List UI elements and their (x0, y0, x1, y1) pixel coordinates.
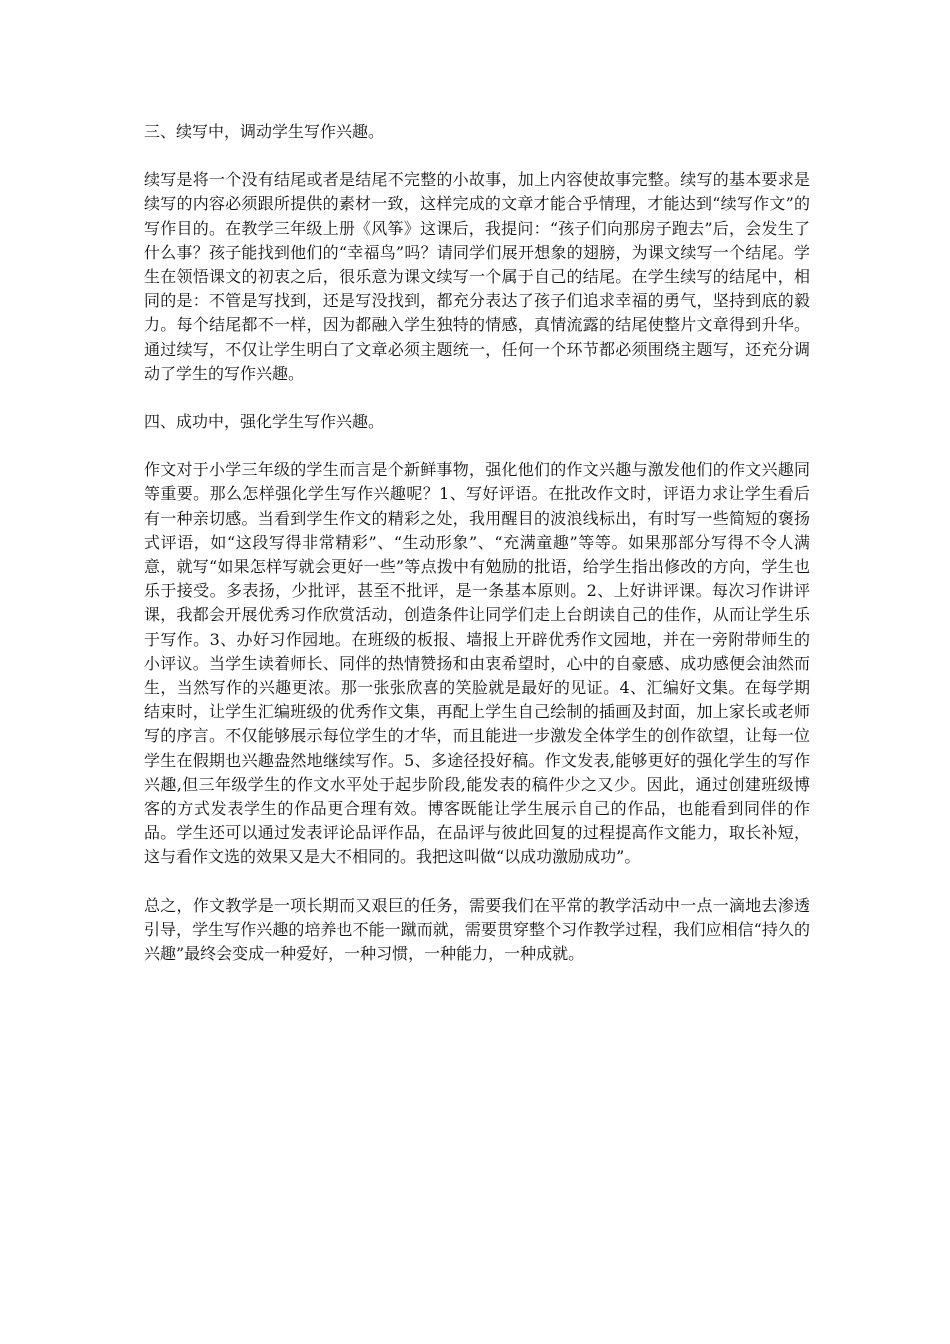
section-4-paragraph: 作文对于小学三年级的学生而言是个新鲜事物，强化他们的作文兴趣与激发他们的作文兴趣同等重要。那么怎样强化学生写作兴趣呢？1、写好评语。在批改作文时，评语力求让学生看后有一种亲切感。当看到学生作文的精彩之处，我用醒目的波浪线标出，有时写一些简短的褒扬式评语，如“这段写得非常精彩”、“生动形象”、“充满童趣”等等。如果那部分写得不令人满意，就写“如果怎样写就会更好一些”等点拨中有勉励的批语，给学生指出修改的方向，学生也乐于接受。多表扬，少批评，甚至不批评，是一条基本原则。2、上好讲评课。每次习作讲评课，我都会开展优秀习作欣赏活动，创造条件让同学们走上台朗读自己的佳作，从而让学生乐于写作。3、办好习作园地。在班级的板报、墙报上开辟优秀作文园地，并在一旁附带师生的小评议。当学生读着师长、同伴的热情赞扬和由衷希望时，心中的自豪感、成功感便会油然而生，当然写作的兴趣更浓。那一张张欣喜的笑脸就是最好的见证。4、汇编好文集。在每学期结束时，让学生汇编班级的优秀作文集，再配上学生自己绘制的插画及封面，加上家长或老师写的序言。不仅能够展示每位学生的才华，而且能进一步激发全体学生的创作欲望，让每一位学生在假期也兴趣盎然地继续写作。5、多途径投好稿。作文发表,能够更好的强化学生的写作兴趣,但三年级学生的作文水平处于起步阶段,能发表的稿件少之又少。因此，通过创建班级博客的方式发表学生的作品更合理有效。博客既能让学生展示自己的作品，也能看到同伴的作品。学生还可以通过发表评论品评作品，在品评与彼此回复的过程提高作文能力，取长补短，这与看作文选的效果又是大不相同的。我把这叫做“以成功激励成功”。 (144, 460, 810, 867)
spacer (144, 386, 810, 410)
section-4-heading: 四、成功中，强化学生写作兴趣。 (144, 412, 385, 432)
spacer (144, 144, 810, 168)
spacer (144, 434, 810, 458)
spacer (144, 870, 810, 894)
section-3-paragraph: 续写是将一个没有结尾或者是结尾不完整的小故事，加上内容使故事完整。续写的基本要求是续写的内容必须跟所提供的素材一致，这样完成的文章才能合乎情理，才能达到“续写作文”的写作目的。在教学三年级上册《风筝》这课后，我提问：“孩子们向那房子跑去”后，会发生了什么事？孩子能找到他们的“幸福鸟”吗？请同学们展开想象的翅膀，为课文续写一个结尾。学生在领悟课文的初衷之后，很乐意为课文续写一个属于自己的结尾。在学生续写的结尾中，相同的是：不管是写找到，还是写没找到，都充分表达了孩子们追求幸福的勇气，坚持到底的毅力。每个结尾都不一样，因为都融入学生独特的情感，真情流露的结尾使整片文章得到升华。通过续写，不仅让学生明白了文章必须主题统一，任何一个环节都必须围绕主题写，还充分调动了学生的写作兴趣。 (144, 170, 810, 383)
section-3-heading: 三、续写中，调动学生写作兴趣。 (144, 122, 385, 141)
document-page (144, 120, 810, 966)
conclusion-paragraph: 总之，作文教学是一项长期而又艰巨的任务，需要我们在平常的教学活动中一点一滴地去渗透引导，学生写作兴趣的培养也不能一蹴而就，需要贯穿整个习作教学过程，我们应相信“持久的兴趣”最终会变成一种爱好，一种习惯，一种能力，一种成就。 (144, 895, 810, 964)
